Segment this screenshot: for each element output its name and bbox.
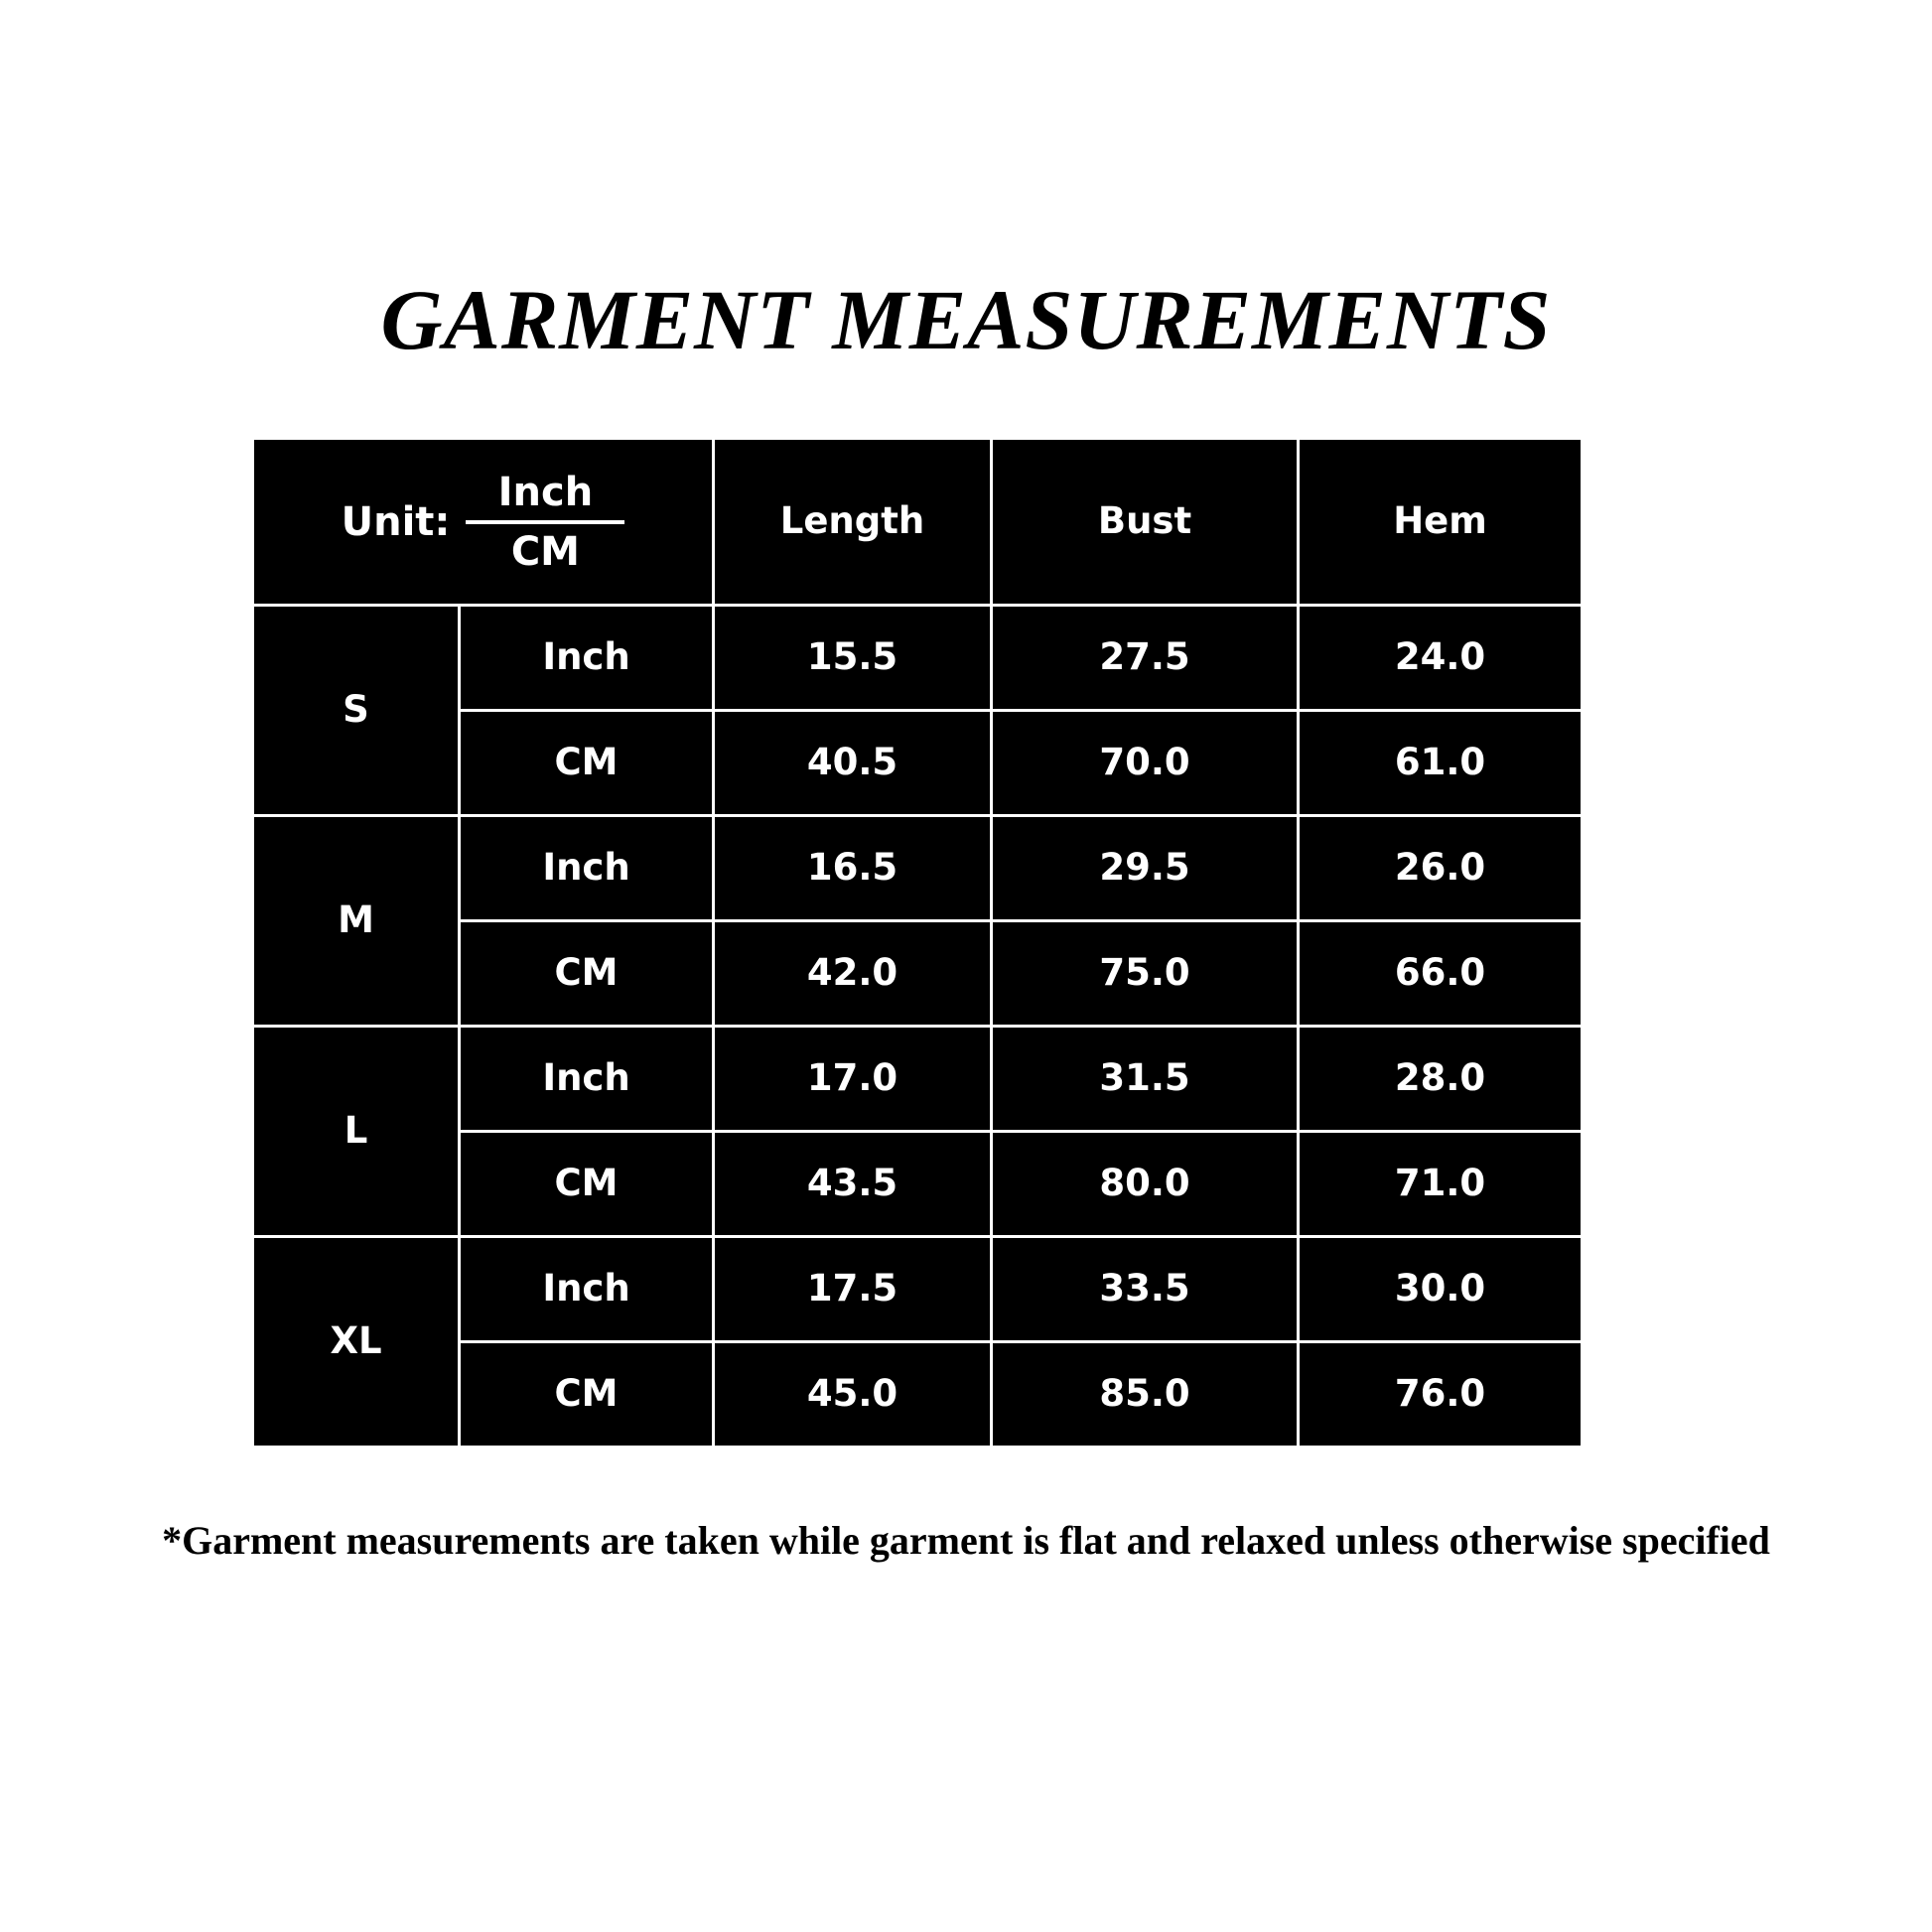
value-l-cm-length: 43.5 [715,1133,990,1235]
value-m-inch-length: 16.5 [715,817,990,919]
value-l-cm-hem: 71.0 [1300,1133,1581,1235]
size-cell-s: S [254,607,458,814]
value-m-inch-hem: 26.0 [1300,817,1581,919]
value-s-cm-hem: 61.0 [1300,712,1581,814]
unit-cell-m-inch: Inch [461,817,712,919]
value-s-inch-bust: 27.5 [993,607,1297,709]
unit-cell-s-cm: CM [461,712,712,814]
unit-cell-l-cm: CM [461,1133,712,1235]
value-s-inch-length: 15.5 [715,607,990,709]
footnote-text: *Garment measurements are taken while garment is flat and relaxed unless otherwise specified [162,1518,1770,1563]
value-l-cm-bust: 80.0 [993,1133,1297,1235]
value-s-cm-bust: 70.0 [993,712,1297,814]
measurements-table-container [251,437,1566,1449]
table-row [254,607,1581,709]
value-l-inch-bust: 31.5 [993,1028,1297,1130]
value-xl-cm-hem: 76.0 [1300,1343,1581,1446]
value-m-cm-length: 42.0 [715,922,990,1025]
unit-header-cell [254,440,712,604]
table-row [254,1028,1581,1130]
column-header-bust: Bust [993,440,1297,604]
unit-cell-xl-cm: CM [461,1343,712,1446]
value-xl-inch-bust: 33.5 [993,1238,1297,1340]
unit-fraction-numerator: Inch [497,469,594,515]
size-cell-l: L [254,1028,458,1235]
column-header-hem: Hem [1300,440,1581,604]
value-s-cm-length: 40.5 [715,712,990,814]
size-cell-xl: XL [254,1238,458,1446]
unit-fraction [466,471,624,574]
unit-fraction-denominator: CM [510,528,580,575]
value-xl-cm-length: 45.0 [715,1343,990,1446]
size-cell-m: M [254,817,458,1025]
unit-cell-xl-inch: Inch [461,1238,712,1340]
page-title: GARMENT MEASUREMENTS [380,272,1552,367]
value-m-cm-hem: 66.0 [1300,922,1581,1025]
unit-cell-m-cm: CM [461,922,712,1025]
value-xl-inch-hem: 30.0 [1300,1238,1581,1340]
value-xl-inch-length: 17.5 [715,1238,990,1340]
table-row [254,817,1581,919]
value-m-inch-bust: 29.5 [993,817,1297,919]
value-l-inch-hem: 28.0 [1300,1028,1581,1130]
measurements-table [251,437,1584,1449]
value-s-inch-hem: 24.0 [1300,607,1581,709]
value-m-cm-bust: 75.0 [993,922,1297,1025]
value-l-inch-length: 17.0 [715,1028,990,1130]
unit-label: Unit: [341,498,451,545]
unit-cell-s-inch: Inch [461,607,712,709]
table-header-row [254,440,1581,604]
column-header-length: Length [715,440,990,604]
unit-cell-l-inch: Inch [461,1028,712,1130]
value-xl-cm-bust: 85.0 [993,1343,1297,1446]
table-row [254,1238,1581,1340]
